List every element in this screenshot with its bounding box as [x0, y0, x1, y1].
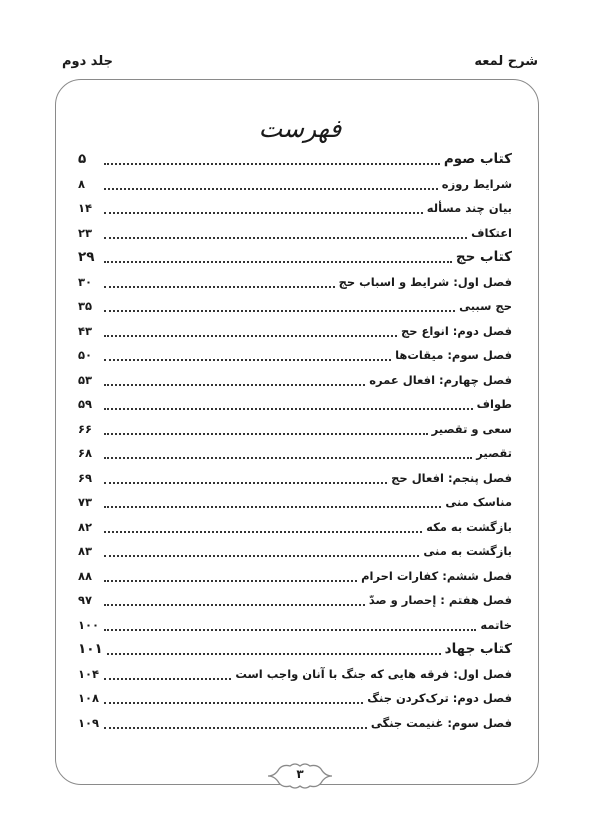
page-number: ۳	[296, 767, 304, 781]
toc-entry-page: ۸	[78, 176, 86, 191]
dot-leader	[104, 329, 397, 337]
dot-leader	[104, 476, 387, 484]
toc-entry-page: ۱۴	[78, 201, 93, 216]
toc-entry	[78, 686, 512, 711]
toc-entry-page: ۲۳	[78, 225, 93, 240]
toc-entry	[78, 417, 512, 442]
toc-entry	[78, 564, 512, 589]
toc-entry-page: ۸۳	[78, 544, 93, 559]
toc-entry-page: ۳۵	[78, 299, 93, 314]
toc-entry-label: فصل چهارم: افعال عمره	[369, 372, 512, 387]
toc-entry-page: ۲۹	[78, 249, 95, 266]
toc-entry-page: ۵۳	[78, 372, 93, 387]
toc-entry	[78, 613, 512, 638]
toc-entry-page: ۸۲	[78, 519, 93, 534]
toc-entry-page: ۶۶	[78, 421, 93, 436]
toc-entry-label: فصل اول: فرقه هایی که جنگ با آنان واجب است	[235, 666, 512, 681]
toc-entry	[78, 270, 512, 295]
toc-entry	[78, 441, 512, 466]
toc-entry-page: ۶۸	[78, 446, 93, 461]
dot-leader	[104, 696, 363, 704]
toc-entry	[78, 294, 512, 319]
running-header	[62, 50, 538, 72]
toc-entry-label: فصل سوم: میقات‌ها	[395, 348, 512, 363]
toc-entry-label: فصل دوم: انواع حج	[400, 323, 512, 338]
toc-entry-page: ۷۳	[78, 495, 93, 510]
toc-entry-label: فصل هفتم : إحصار و صدّ	[368, 593, 512, 608]
toc-entry-page: ۹۷	[78, 593, 93, 608]
toc-entry-label: فصل سوم: غنیمت جنگی	[370, 715, 512, 730]
table-of-contents	[78, 147, 512, 735]
toc-entry-page: ۱۰۸	[78, 691, 100, 706]
toc-entry-label: اعتکاف	[471, 225, 512, 240]
dot-leader	[104, 574, 357, 582]
toc-entry-page: ۱۰۴	[78, 666, 100, 681]
toc-entry-page: ۸۸	[78, 568, 93, 583]
toc-entry	[78, 196, 512, 221]
toc-entry-label: مناسک منی	[445, 495, 512, 510]
toc-book-entry	[78, 637, 512, 662]
toc-entry	[78, 221, 512, 246]
toc-title: فهرست	[258, 114, 342, 143]
toc-entry	[78, 588, 512, 613]
toc-entry-page: ۵۰	[78, 348, 93, 363]
toc-entry-label: حج سببی	[459, 299, 512, 314]
dot-leader	[104, 451, 472, 459]
toc-book-entry	[78, 147, 512, 172]
toc-entry-label: شرایط روزه	[441, 176, 512, 191]
dot-leader	[104, 500, 441, 508]
toc-entry	[78, 711, 512, 736]
toc-entry-label: سعی و تقصیر	[431, 421, 512, 436]
toc-entry	[78, 343, 512, 368]
toc-entry-label: خاتمه	[480, 617, 512, 632]
toc-entry-page: ۴۳	[78, 323, 93, 338]
toc-entry-page: ۱۰۰	[78, 617, 100, 632]
dot-leader	[104, 525, 422, 533]
toc-entry	[78, 515, 512, 540]
dot-leader	[107, 647, 441, 655]
dot-leader	[104, 672, 231, 680]
toc-entry-label: بازگشت به منی	[423, 544, 512, 559]
toc-entry-page: ۶۹	[78, 470, 93, 485]
dot-leader	[104, 157, 440, 165]
dot-leader	[104, 378, 365, 386]
dot-leader	[104, 549, 419, 557]
toc-entry-page: ۱۰۱	[78, 641, 103, 658]
toc-entry-label: کتاب جهاد	[444, 641, 512, 658]
dot-leader	[104, 304, 455, 312]
toc-entry-page: ۵	[78, 151, 87, 168]
dot-leader	[104, 255, 452, 263]
dot-leader	[104, 598, 365, 606]
toc-entry	[78, 490, 512, 515]
dot-leader	[104, 427, 428, 435]
dot-leader	[104, 182, 438, 190]
toc-entry-label: کتاب صوم	[443, 151, 512, 168]
dot-leader	[104, 353, 391, 361]
dot-leader	[104, 206, 423, 214]
toc-book-entry	[78, 245, 512, 270]
toc-entry-label: تقصیر	[476, 446, 512, 461]
page-number-badge	[266, 763, 334, 789]
toc-entry	[78, 539, 512, 564]
dot-leader	[104, 721, 367, 729]
toc-entry-label: فصل ششم: کفارات احرام	[361, 568, 512, 583]
dot-leader	[104, 402, 473, 410]
toc-entry-label: فصل دوم: ترک‌کردن جنگ	[367, 691, 512, 706]
dot-leader	[104, 623, 476, 631]
toc-entry-page: ۵۹	[78, 397, 93, 412]
toc-entry	[78, 319, 512, 344]
toc-entry-label: بیان چند مسأله	[426, 201, 512, 216]
toc-entry-label: فصل پنجم: افعال حج	[391, 470, 512, 485]
toc-entry	[78, 368, 512, 393]
toc-entry-page: ۳۰	[78, 274, 93, 289]
toc-entry-page: ۱۰۹	[78, 715, 100, 730]
toc-entry-label: بازگشت به مکه	[426, 519, 512, 534]
volume-label: جلد دوم	[62, 53, 113, 69]
dot-leader	[104, 280, 335, 288]
toc-entry	[78, 172, 512, 197]
toc-entry	[78, 392, 512, 417]
book-title: شرح لمعه	[474, 53, 538, 69]
toc-entry	[78, 662, 512, 687]
toc-entry-label: طواف	[476, 397, 512, 412]
toc-entry	[78, 466, 512, 491]
toc-entry-label: کتاب حج	[455, 249, 512, 266]
dot-leader	[104, 231, 467, 239]
toc-entry-label: فصل اول: شرایط و اسباب حج	[338, 274, 512, 289]
